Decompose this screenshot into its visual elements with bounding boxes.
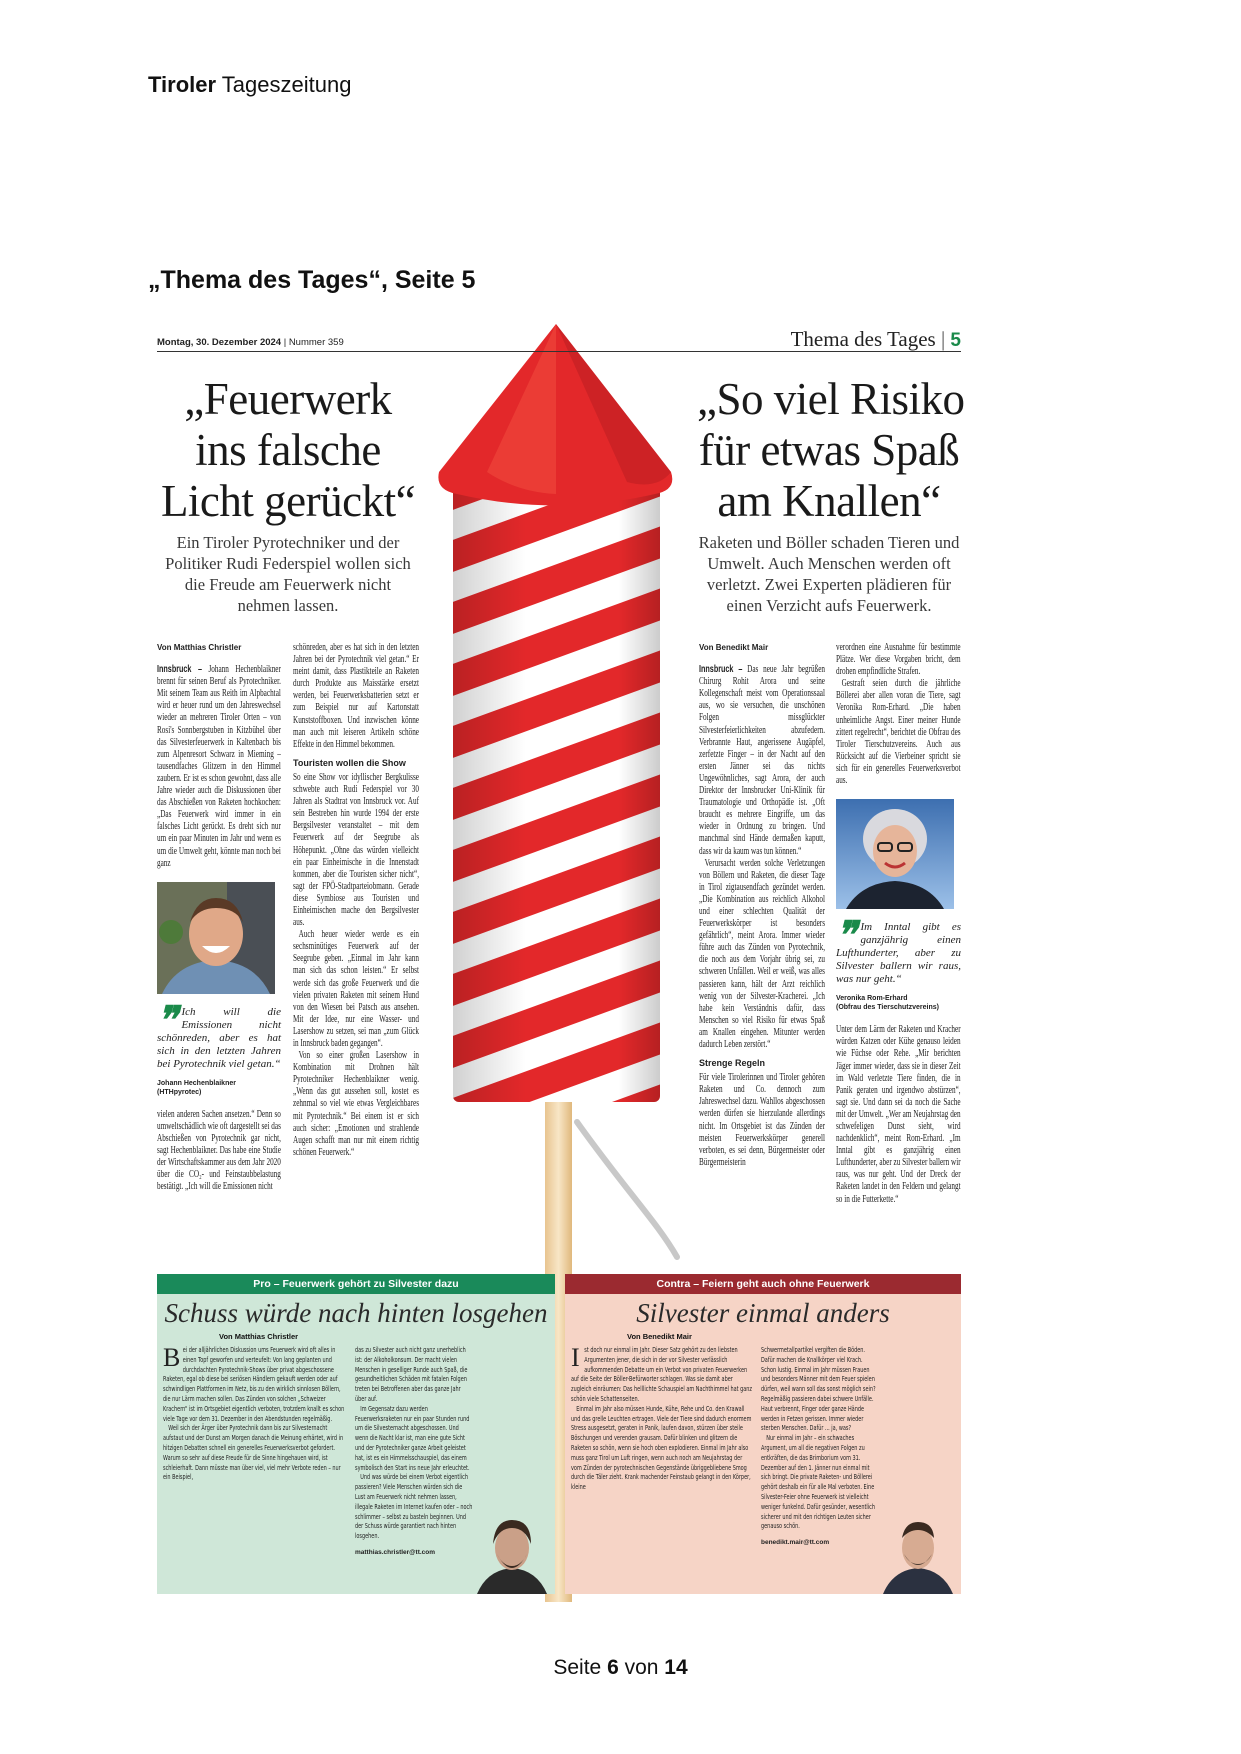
paragraph-group [836,1024,961,1205]
contra-col1 [571,1343,753,1493]
paragraph-text: So eine Show vor idyllischer Bergkulisse schwebte auch Rudi Federspiel vor 30 Jahren als Stadtrat von Innsbruck vor. Auf sein Bestreben hin wurde 1994 der erste Bergsilvester veranstaltet – mit dem Feuerwerk auf der Seegrube als Höhepunkt. „Ohne das würden vielleicht ein paar Einheimische in die Innenstadt kommen, aber die Touristen sicher nicht“, sagt der FPÖ-Stadtparteiobmann. Gerade diese Symbiose aus Touristen und Einheimischen mache den Bergsilvester aus. [293,771,419,929]
paragraph [699,1072,825,1169]
paragraph [293,929,419,1050]
paragraph-group [293,772,419,1159]
drop-cap: I [571,1343,580,1372]
subheading: Touristen wollen die Show [293,757,406,768]
paragraph [571,1405,753,1493]
pro-bar: Pro – Feuerwerk gehört zu Silvester dazu [157,1274,555,1294]
paragraph-text: vielen anderen Sachen ansetzen.“ Denn so umweltschädlich wie oft dargestellt sei das Abschießen von Pyrotechnik gar nicht, sagt Hechenblaikner. Das habe eine Studie der Wirtschaftskammer aus dem Jahr 2020 über die CO₂- und Feinstaubbelastung bestätigt. „Ich will die Emissionen nicht [157,1108,281,1193]
quote-mark-icon: ❞ [157,999,178,1042]
paragraph-text: Das neue Jahr begrüßen Chirurg Rohit Arora und seine Kollegenschaft meist vom Operationssaal aus, wo sie versuchen, die unschönen Folgen missglückter Silvesterfeierlichkeiten abzufedern. Verbrannte Haut, angerissene Augäpfel, zerfetzte Finger – in der Nacht auf den ersten Jänner sei das nichts Ungewöhnliches, sagt Arora, der auch Direktor der Innsbrucker Uni-Klinik für Traumatologie und Orthopädie ist. „Oft braucht es mehrere Eingriffe, um das wieder in Ordnung zu bringen. Und manchmal sind Hände dermaßen kaputt, dass wir da kaum was tun können.“ [699,664,826,857]
paragraph [355,1346,473,1405]
total-pages: 14 [664,1656,688,1679]
paragraph [761,1346,879,1434]
paragraph-text: ei der alljährlichen Diskussion ums Feuerwerk wird oft alles in einen Topf geworfen und verteufelt: Von lang geplanten und durchdachten Pyrotechnik-Shows über privat abgeschossene Raketen, egal ob diese bei seriösen Händlern gekauft werden oder auf schwindligen Plattformen im Netz, bis zu den wirklich sinnlosen Böllern, die nur Lärm machen sollen. Das Zünden von solchen „Schweizer Krachern“ ist im Ortsgebiet eigentlich verboten, trotzdem knallt es schon viele Tage vor dem 31. Dezember in den Abendstunden regelmäßig. [163,1346,345,1423]
paragraph-group [157,1109,281,1194]
paragraph-text: Und was würde bei einem Verbot eigentlich passieren? Viele Menschen würden sich die Lust am Feuerwerk nicht nehmen lassen, illegale Raketen im Internet kaufen oder – noch schlimmer – selbst zu basteln beginnen. Und der Schuss würde garantiert nach hinten losgehen. [355,1473,473,1541]
right-article-col2 [836,642,961,1206]
paragraph [355,1405,473,1474]
paragraph [163,1424,345,1483]
right-article-col1 [699,642,825,1169]
paragraph-group [293,642,419,751]
author-email[interactable]: matthias.christler@tt.com [355,1548,436,1556]
contra-col2 [761,1346,879,1548]
current-page: 6 [607,1656,619,1679]
pro-col2 [355,1346,473,1558]
brand-rest: Tageszeitung [221,72,352,97]
paragraph-text: Einmal im Jahr also müssen Hunde, Kühe, Rehe und Co. den Krawall und das grelle Leuchten ertragen. Viele der Tiere sind dadurch enormem Stress ausgesetzt, geraten in Panik, laufen davon, stürzen über steile Böschungen und verenden grausam. Dafür blinken und glitzern die Raketen so schön, wenn sie hoch oben explodieren. Einmal im Jahr also muss ganz Tirol um Luft ringen, wenn auch noch am Neujahrstag der vom Zünden der pyrotechnischen Gegenstände übriggebliebene Smog durch die Täler zieht. Krank machender Feinstaub gelangt in den Körper, kleine [571,1404,752,1492]
headline-line: ins falsche [195,425,381,475]
paragraph [163,1343,345,1424]
paragraph-group [699,1072,825,1169]
right-headline [697,374,965,527]
paragraph-text: Unter dem Lärm der Raketen und Kracher würden Katzen oder Kühe genauso leiden wie Füchse oder Rehe. „Mir berichten Jäger immer wieder, dass sie in dieser Zeit im Wald verletzte Tiere finden, die in Panik geraten und irgendwo abstürzen“, sagt sie. Und dann sei da noch die Sache mit der Umwelt. „Wer am Neujahrstag den schwefeligen Dunst sieht, wird nachdenklich“, meint Rom-Erhard. „Im Inntal gibt es ganzjährig einen Lufthunderter, aber zu Silvester ballern wir raus, was nur geht. Und der Dreck der Raketen landet in den Feldern und gelangt so in die Futterkette.“ [836,1024,961,1205]
header-rule [157,351,961,352]
byline: Von Benedikt Mair [627,1332,692,1341]
paragraph [699,664,825,858]
left-subtitle: Ein Tiroler Pyrotechniker und der Politiker Rudi Federspiel wollen sich die Freude am Feuerwerk nicht nehmen lassen. [165,533,411,615]
issue-date [157,337,344,348]
author-email[interactable]: benedikt.mair@tt.com [761,1539,830,1547]
photo-hechenblaikner [157,882,281,998]
author-photo-christler [477,1514,547,1594]
contra-title: Silvester einmal anders [636,1298,890,1328]
quote-role: (Obfrau des Tierschutzvereins) [836,1004,939,1012]
paragraph [836,642,961,678]
fuse-line [577,1122,677,1257]
byline: Von Matthias Christler [219,1332,299,1341]
author-photo-mair [883,1514,953,1594]
page-section-header: Thema des Tages | 5 [790,327,961,351]
contra-bar: Contra – Feiern geht auch ohne Feuerwerk [565,1274,961,1294]
quote-text: Im Inntal gibt es ganzjährig einen Lufthunderter, aber zu Silvester ballern wir raus, was nur geht.“ [836,921,961,986]
paragraph [293,772,419,929]
byline: Von Benedikt Mair [699,643,769,652]
paragraph [761,1434,879,1532]
photo-rom-erhard [836,799,961,913]
portrait-woman-photo [836,799,954,909]
paragraph-group [571,1343,753,1493]
headline-line: „So viel Risiko [697,374,965,424]
newspaper-page [157,322,965,1602]
drop-cap: B [163,1343,181,1372]
brand-bold: Tiroler [148,72,217,97]
quote-name: Veronika Rom-Erhard [836,995,908,1003]
footer-middle: von [624,1656,659,1679]
paragraph [355,1473,473,1542]
paragraph [157,664,281,870]
paragraph [293,1050,419,1159]
subheading: Strenge Regeln [699,1058,766,1069]
paragraph-group [761,1346,879,1532]
paragraph-group [355,1346,473,1542]
pull-quote [836,915,961,986]
quote-name: Johann Hechenblaikner [157,1079,236,1087]
paragraph [699,858,825,1052]
paragraph [836,1024,961,1205]
right-subtitle: Raketen und Böller schaden Tieren und Umwelt. Auch Menschen werden oft verletzt. Zwei Experten plädieren für einen Verzicht aufs Feuerwerk. [698,533,960,615]
paragraph-text: schönreden, aber es hat sich in den letzten Jahren bei der Pyrotechnik viel getan.“ Er meint damit, dass Plastikteile an Raketen durch Produkte aus Maisstärke ersetzt werden, bei Feuerwerksbatterien setzt er zum Beispiel nur auf Kartonstatt Kunststoffboxen. Und inzwischen könne man auch mit leiseren Artikeln schöne Effekte in den Himmel bekommen. [293,642,419,750]
paragraph-text: verordnen eine Ausnahme für bestimmte Plätze. Wer diese Vorgaben bricht, dem drohen empfindliche Strafen. [836,642,961,678]
quote-attribution [157,1079,281,1097]
pro-title: Schuss würde nach hinten losgehen [164,1298,548,1328]
footer-prefix: Seite [553,1656,602,1679]
paragraph-text: Gestraft seien durch die jährliche Böllerei aber allen voran die Tiere, sagt Veronika Rom-Erhard. „Die haben unheimliche Angst. Einer meiner Hunde zittert regelrecht“, berichtet die Obfrau des Tiroler Tierschutzvereins. Auch aus Rücksicht auf die Vierbeiner spricht sie sich für ein generelles Feuerwerksverbot aus. [836,678,961,787]
page-footer [0,1656,1241,1680]
paragraph-text: Nur einmal im Jahr – ein schwaches Argument, um all die negativen Folgen zu entkräften, die das Brimborium vom 31. Dezember auf den 1. Jänner nun einmal mit sich bringt. Die private Raketen- und Böllerei gehört deshalb ein für alle Mal verboten. Eine Silvester-Feier ohne Feuerwerk ist vielleicht weniger funkelnd. Dafür gesünder, wesentlich sicherer und mit den richtigen Leuten sicher genauso schön. [761,1434,875,1531]
quote-role: (HTHpyrotec) [157,1088,202,1096]
paragraph-text: Auch heuer wieder werde es ein sechsminütiges Feuerwerk auf der Seegrube geben. „Einmal im Jahr kann man sich das schon leisten.“ Er selbst werde sich das große Feuerwerk und die vielen privaten Raketen mit seinem Hund von den Wiesen bei Patsch aus ansehen. Mit der Idee, nur eine Wasser- und Lasershow zu setzen, sei man „zum Glück in Innsbruck baden gegangen“. [293,929,419,1049]
paragraph-text: Von so einer großen Lasershow in Kombination mit Drohnen hält Pyrotechniker Hechenblaikner wenig. „Wenn das gut aussehen soll, kostet es zehnmal so viel wie etwas Vergleichbares mit Pyrotechnik.“ Bei einem ist er sich auch sicher: „Emotionen und strahlende Augen schafft man nur mit einem richtig schönen Feuerwerk.“ [293,1050,419,1158]
paragraph-text: Johann Hechenblaikner brennt für seinen Beruf als Pyrotechniker. Mit seinem Team aus Reith im Alpbachtal wird er heuer rund um den Jahreswechsel wieder an mehreren Tiroler Orten – von Rosi's Sonnbergstuben in Kitzbühel über das Silvesterfeuerwerk in Kaltenbach bis zum Alpenresort Schwarz in Mieming – tausendfaches Glitzern in den Himmel zaubern. Er ist es schon gewohnt, dass alle Jahre wieder auch die Diskussionen über das Abschießen von Raketen hochkochen: „Das Feuerwerk wird immer in ein falsches Licht gerückt. Es dreht sich nur um ein paar Minuten im Jahr und wenn es um die Umwelt geht, könnte man noch bei ganz [157,664,281,869]
byline: Von Matthias Christler [157,643,242,652]
dateline: Innsbruck – [699,664,743,676]
date-text: Montag, 30. Dezember 2024 [157,337,282,348]
paragraph-group [157,664,281,870]
paragraph [571,1343,753,1405]
dateline: Innsbruck – [157,664,203,676]
quote-attribution [836,994,961,1012]
portrait-man-photo [157,882,275,994]
pro-col1 [163,1343,345,1483]
headline-line: für etwas Spaß [698,425,960,475]
paragraph-text: das zu Silvester auch nicht ganz unerheblich ist: der Alkoholkonsum. Der macht vielen Menschen in geselliger Runde auch Spaß, die gesundheitlichen Schäden mit fatalen Folgen treten bei Betroffenen aber das ganze Jahr über auf. [355,1346,468,1403]
paragraph-group [836,642,961,787]
left-headline [157,374,419,527]
section-name: Thema des Tages [790,327,936,351]
headline-line: am Knallen“ [717,476,941,526]
paragraph-text: st doch nur einmal im Jahr. Dieser Satz gehört zu den liebsten Argumenten jener, die sich in der vor Silvester verlässlich aufkommenden Debatte um ein Verbot von privaten Feuerwerken auf die Seite der Böller-Befürworter schlagen. Was sie damit aber zugleich einräumen: Das helllichte Schauspiel am Nachthimmel hat ganz schön viele Schattenseiten. [571,1346,753,1403]
paragraph-text: Verursacht werden solche Verletzungen von Böllern und Raketen, die dieser Tage in Tirol zigtausendfach gezündet werden. „Die Kombination aus reichlich Alkohol und einer schlechten Qualität der Feuerwerkskörper ist besonders gefährlich“, meint Arora. Immer wieder führe auch das Zünden von Pyrotechnik, die noch aus dem Vorjahr übrig sei, zu schweren Unfällen. Weil er weiß, was alles passieren kann, hält der Arzt reichlich wenig von der Silvester-Kracherei. „Ich habe kein Verständnis dafür, dass Menschen so viel Risiko für etwas Spaß am Knallen eingehen. Mitunter werden dadurch Leben zerstört.“ [699,857,825,1050]
quote-mark-icon: ❞ [836,915,857,958]
page-number: 5 [950,330,961,351]
pull-quote [157,999,281,1071]
left-article-col1 [157,642,281,1193]
paragraph [836,678,961,787]
headline-line: „Feuerwerk [184,374,392,424]
issue-number: | Nummer 359 [283,337,344,348]
pro-commentary-box [157,1274,555,1594]
paragraph-text: Weil sich der Ärger über Pyrotechnik dann bis zur Silvesternacht aufstaut und der Dunst am Morgen danach die Meinung erhärtet, wird in hitzigen Debatten schnell ein generelles Feuerwerksverbot gefordert. Warum so sehr auf diese Freude für die Sinne hingehauen wird, ist schleierhaft. Dann müsste man über viel, viel mehr Verbote reden – nur ein Beispiel, [163,1424,344,1482]
section-title: „Thema des Tages“, Seite 5 [148,266,476,294]
contra-commentary-box [565,1274,961,1594]
left-article-col2 [293,642,419,1159]
quote-text: Ich will die Emissionen nicht schönreden, aber es hat sich in den letzten Jahren bei Pyrotechnik viel getan.“ [157,1005,281,1070]
paragraph-text: Im Gegensatz dazu werden Feuerwerksraketen nur ein paar Stunden rund um die Silvesternacht abgeschossen. Und wenn die Nacht klar ist, man eine gute Sicht und der Pyrotechniker ganze Arbeit geleistet hat, ist es ein Himmelsschauspiel, das einem symbolisch den Start ins neue Jahr erleuchtet. [355,1404,470,1472]
paragraph [293,642,419,751]
publication-brand [148,72,351,98]
paragraph-text: Schwermetallpartikel vergiften die Böden. Dafür machen die Knallkörper viel Krach. Schon lustig. Einmal im Jahr müssen Frauen und besonders Männer mit dem Feuer spielen dürfen, weil wann soll das sonst möglich sein? Regelmäßig passieren dabei schwere Unfälle. Haut verbrennt, Finger oder ganze Hände werden in Fetzen gerissen. Immer wieder sterben Menschen. Dafür ... ja, was? [761,1346,876,1433]
paragraph-group [163,1343,345,1483]
paragraph-group [699,664,825,1051]
paragraph [157,1109,281,1194]
paragraph-text: Für viele Tirolerinnen und Tiroler gehören Raketen und Co. dennoch zum Jahreswechsel dazu. Wahllos abgeschossen werden dürfen sie hierzulande allerdings nicht. Im Ortsgebiet ist das Zünden der meisten Feuerwerkskörper generell verboten, es sei denn, Bürgermeister oder Bürgermeisterin [699,1072,825,1168]
headline-line: Licht gerückt“ [160,476,416,526]
